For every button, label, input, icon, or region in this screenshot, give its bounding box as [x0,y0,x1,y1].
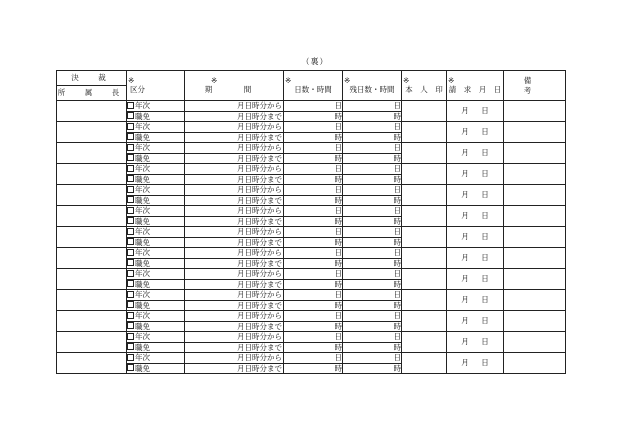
category-shokumen-option[interactable]: 職免 [127,153,185,164]
category-nenji-option[interactable]: 年次 [127,185,185,196]
checkbox-icon[interactable] [127,217,134,224]
personal-seal-cell[interactable] [402,101,447,122]
category-shokumen-option[interactable]: 職免 [127,111,185,122]
honnin-in-header: ※ 本 人 印 [402,71,447,101]
category-nenji-option[interactable]: 年次 [127,353,185,364]
category-shokumen-option[interactable]: 職免 [127,300,185,311]
remaining-days-cell[interactable]: 日 [343,185,402,196]
remarks-cell[interactable] [504,164,566,185]
checkbox-icon[interactable] [127,364,134,371]
checkbox-icon[interactable] [127,112,134,119]
approval-stamp-cell[interactable] [57,332,127,353]
period-from-cell[interactable]: 月 日 時 分から [185,353,284,364]
checkbox-icon[interactable] [127,228,134,235]
remaining-hours-cell[interactable]: 時 [343,132,402,143]
period-from-cell[interactable]: 月 日 時 分から [185,269,284,280]
checkbox-icon[interactable] [127,354,134,361]
personal-seal-cell[interactable] [402,185,447,206]
approval-stamp-cell[interactable] [57,353,127,374]
request-date-cell[interactable]: 月 日 [447,143,504,164]
period-to-cell[interactable]: 月 日 時 分まで [185,153,284,164]
approval-stamp-cell[interactable] [57,122,127,143]
period-from-cell[interactable]: 月 日 時 分から [185,332,284,343]
category-shokumen-option[interactable]: 職免 [127,174,185,185]
remaining-days-cell[interactable]: 日 [343,101,402,112]
checkbox-icon[interactable] [127,123,134,130]
remaining-days-cell[interactable]: 日 [343,269,402,280]
personal-seal-cell[interactable] [402,164,447,185]
approval-stamp-cell[interactable] [57,227,127,248]
remarks-cell[interactable] [504,269,566,290]
personal-seal-cell[interactable] [402,332,447,353]
kubun-header: ※ 区分 [127,71,185,101]
days-cell[interactable]: 日 [284,311,343,322]
period-to-cell[interactable]: 月 日 時 分まで [185,174,284,185]
period-from-cell[interactable]: 月 日 時 分から [185,122,284,133]
period-from-cell[interactable]: 月 日 時 分から [185,185,284,196]
period-to-cell[interactable]: 月 日 時 分まで [185,237,284,248]
shozokucho-label: 所 属 長 [57,86,127,101]
personal-seal-cell[interactable] [402,290,447,311]
checkbox-icon[interactable] [127,291,134,298]
category-nenji-option[interactable]: 年次 [127,332,185,343]
days-cell[interactable]: 日 [284,227,343,238]
request-date-cell[interactable]: 月 日 [447,290,504,311]
hours-cell[interactable]: 時 [284,363,343,374]
remaining-hours-cell[interactable]: 時 [343,300,402,311]
remarks-cell[interactable] [504,143,566,164]
period-to-cell[interactable]: 月 日 時 分まで [185,111,284,122]
checkbox-icon[interactable] [127,196,134,203]
request-date-cell[interactable]: 月 日 [447,122,504,143]
remaining-days-cell[interactable]: 日 [343,164,402,175]
approval-stamp-cell[interactable] [57,185,127,206]
days-cell[interactable]: 日 [284,122,343,133]
period-to-cell[interactable]: 月 日 時 分まで [185,300,284,311]
days-cell[interactable]: 日 [284,185,343,196]
category-nenji-option[interactable]: 年次 [127,227,185,238]
remarks-cell[interactable] [504,290,566,311]
request-date-cell[interactable]: 月 日 [447,206,504,227]
category-nenji-option[interactable]: 年次 [127,290,185,301]
days-cell[interactable]: 日 [284,206,343,217]
checkbox-icon[interactable] [127,144,134,151]
hours-cell[interactable]: 時 [284,153,343,164]
remaining-days-cell[interactable]: 日 [343,143,402,154]
remaining-hours-cell[interactable]: 時 [343,279,402,290]
period-to-cell[interactable]: 月 日 時 分まで [185,195,284,206]
personal-seal-cell[interactable] [402,353,447,374]
remaining-days-cell[interactable]: 日 [343,206,402,217]
hours-cell[interactable]: 時 [284,321,343,332]
approval-stamp-cell[interactable] [57,206,127,227]
personal-seal-cell[interactable] [402,143,447,164]
remaining-hours-cell[interactable]: 時 [343,174,402,185]
approval-stamp-cell[interactable] [57,290,127,311]
remaining-hours-cell[interactable]: 時 [343,216,402,227]
approval-stamp-cell[interactable] [57,164,127,185]
category-nenji-option[interactable]: 年次 [127,206,185,217]
hours-cell[interactable]: 時 [284,342,343,353]
kessai-label: 決 裁 [57,71,127,86]
remaining-hours-cell[interactable]: 時 [343,237,402,248]
personal-seal-cell[interactable] [402,122,447,143]
remaining-hours-cell[interactable]: 時 [343,195,402,206]
remaining-days-cell[interactable]: 日 [343,353,402,364]
period-from-cell[interactable]: 月 日 時 分から [185,227,284,238]
checkbox-icon[interactable] [127,165,134,172]
remarks-cell[interactable] [504,206,566,227]
period-from-cell[interactable]: 月 日 時 分から [185,164,284,175]
checkbox-icon[interactable] [127,270,134,277]
remaining-days-cell[interactable]: 日 [343,122,402,133]
period-to-cell[interactable]: 月 日 時 分まで [185,321,284,332]
category-shokumen-option[interactable]: 職免 [127,363,185,374]
request-date-cell[interactable]: 月 日 [447,353,504,374]
period-from-cell[interactable]: 月 日 時 分から [185,311,284,322]
hours-cell[interactable]: 時 [284,195,343,206]
checkbox-icon[interactable] [127,207,134,214]
request-date-cell[interactable]: 月 日 [447,248,504,269]
category-nenji-option[interactable]: 年次 [127,164,185,175]
remarks-cell[interactable] [504,227,566,248]
personal-seal-cell[interactable] [402,206,447,227]
checkbox-icon[interactable] [127,238,134,245]
days-cell[interactable]: 日 [284,290,343,301]
checkbox-icon[interactable] [127,259,134,266]
remaining-days-cell[interactable]: 日 [343,227,402,238]
category-shokumen-option[interactable]: 職免 [127,216,185,227]
hours-cell[interactable]: 時 [284,237,343,248]
period-to-cell[interactable]: 月 日 時 分まで [185,132,284,143]
period-from-cell[interactable]: 月 日 時 分から [185,290,284,301]
checkbox-icon[interactable] [127,301,134,308]
days-cell[interactable]: 日 [284,143,343,154]
hours-cell[interactable]: 時 [284,216,343,227]
category-shokumen-option[interactable]: 職免 [127,132,185,143]
remarks-cell[interactable] [504,311,566,332]
period-to-cell[interactable]: 月 日 時 分まで [185,216,284,227]
page-title: （裏） [301,57,329,66]
checkbox-icon[interactable] [127,322,134,329]
checkbox-icon[interactable] [127,333,134,340]
category-nenji-option[interactable]: 年次 [127,143,185,154]
category-nenji-option[interactable]: 年次 [127,248,185,259]
zan-nissu-jikan-header: ※ 残日数・時間 [343,71,402,101]
checkbox-icon[interactable] [127,186,134,193]
period-to-cell[interactable]: 月 日 時 分まで [185,342,284,353]
checkbox-icon[interactable] [127,343,134,350]
hours-cell[interactable]: 時 [284,258,343,269]
hours-cell[interactable]: 時 [284,132,343,143]
hours-cell[interactable]: 時 [284,174,343,185]
period-from-cell[interactable]: 月 日 時 分から [185,206,284,217]
personal-seal-cell[interactable] [402,248,447,269]
checkbox-icon[interactable] [127,102,134,109]
request-date-cell[interactable]: 月 日 [447,269,504,290]
approval-stamp-cell[interactable] [57,248,127,269]
remarks-cell[interactable] [504,353,566,374]
period-from-cell[interactable]: 月 日 時 分から [185,248,284,259]
days-cell[interactable]: 日 [284,353,343,364]
remaining-hours-cell[interactable]: 時 [343,111,402,122]
remaining-hours-cell[interactable]: 時 [343,342,402,353]
approval-stamp-cell[interactable] [57,311,127,332]
approval-stamp-cell[interactable] [57,269,127,290]
category-shokumen-option[interactable]: 職免 [127,321,185,332]
days-cell[interactable]: 日 [284,248,343,259]
request-date-cell[interactable]: 月 日 [447,227,504,248]
nissu-jikan-header: ※ 日数・時間 [284,71,343,101]
checkbox-icon[interactable] [127,249,134,256]
checkbox-icon[interactable] [127,154,134,161]
period-to-cell[interactable]: 月 日 時 分まで [185,258,284,269]
remarks-cell[interactable] [504,185,566,206]
hours-cell[interactable]: 時 [284,279,343,290]
request-date-cell[interactable]: 月 日 [447,311,504,332]
period-from-cell[interactable]: 月 日 時 分から [185,143,284,154]
personal-seal-cell[interactable] [402,269,447,290]
remaining-hours-cell[interactable]: 時 [343,321,402,332]
period-from-cell[interactable]: 月 日 時 分から [185,101,284,112]
request-date-cell[interactable]: 月 日 [447,185,504,206]
category-shokumen-option[interactable]: 職免 [127,195,185,206]
checkbox-icon[interactable] [127,280,134,287]
category-nenji-option[interactable]: 年次 [127,311,185,322]
remaining-days-cell[interactable]: 日 [343,290,402,301]
checkbox-icon[interactable] [127,312,134,319]
personal-seal-cell[interactable] [402,311,447,332]
checkbox-icon[interactable] [127,175,134,182]
approval-stamp-cell[interactable] [57,101,127,122]
personal-seal-cell[interactable] [402,227,447,248]
approval-stamp-cell[interactable] [57,143,127,164]
period-to-cell[interactable]: 月 日 時 分まで [185,363,284,374]
days-cell[interactable]: 日 [284,332,343,343]
request-date-cell[interactable]: 月 日 [447,332,504,353]
category-nenji-option[interactable]: 年次 [127,101,185,112]
checkbox-icon[interactable] [127,133,134,140]
category-shokumen-option[interactable]: 職免 [127,279,185,290]
category-shokumen-option[interactable]: 職免 [127,258,185,269]
category-nenji-option[interactable]: 年次 [127,122,185,133]
days-cell[interactable]: 日 [284,101,343,112]
remaining-hours-cell[interactable]: 時 [343,153,402,164]
request-date-cell[interactable]: 月 日 [447,101,504,122]
seikyu-tsukihi-header: ※ 請 求 月 日 [447,71,504,101]
remarks-cell[interactable] [504,122,566,143]
category-shokumen-option[interactable]: 職免 [127,237,185,248]
remaining-days-cell[interactable]: 日 [343,248,402,259]
request-date-cell[interactable]: 月 日 [447,164,504,185]
remaining-hours-cell[interactable]: 時 [343,258,402,269]
hours-cell[interactable]: 時 [284,300,343,311]
remaining-hours-cell[interactable]: 時 [343,363,402,374]
period-to-cell[interactable]: 月 日 時 分まで [185,279,284,290]
biko-header: 備 考 [504,71,566,101]
remaining-days-cell[interactable]: 日 [343,332,402,343]
remarks-cell[interactable] [504,248,566,269]
days-cell[interactable]: 日 [284,164,343,175]
hours-cell[interactable]: 時 [284,111,343,122]
category-nenji-option[interactable]: 年次 [127,269,185,280]
remarks-cell[interactable] [504,332,566,353]
remaining-days-cell[interactable]: 日 [343,311,402,322]
days-cell[interactable]: 日 [284,269,343,280]
remarks-cell[interactable] [504,101,566,122]
kikan-header: ※ 期 間 [185,71,284,101]
category-shokumen-option[interactable]: 職免 [127,342,185,353]
leave-request-table [56,70,566,374]
